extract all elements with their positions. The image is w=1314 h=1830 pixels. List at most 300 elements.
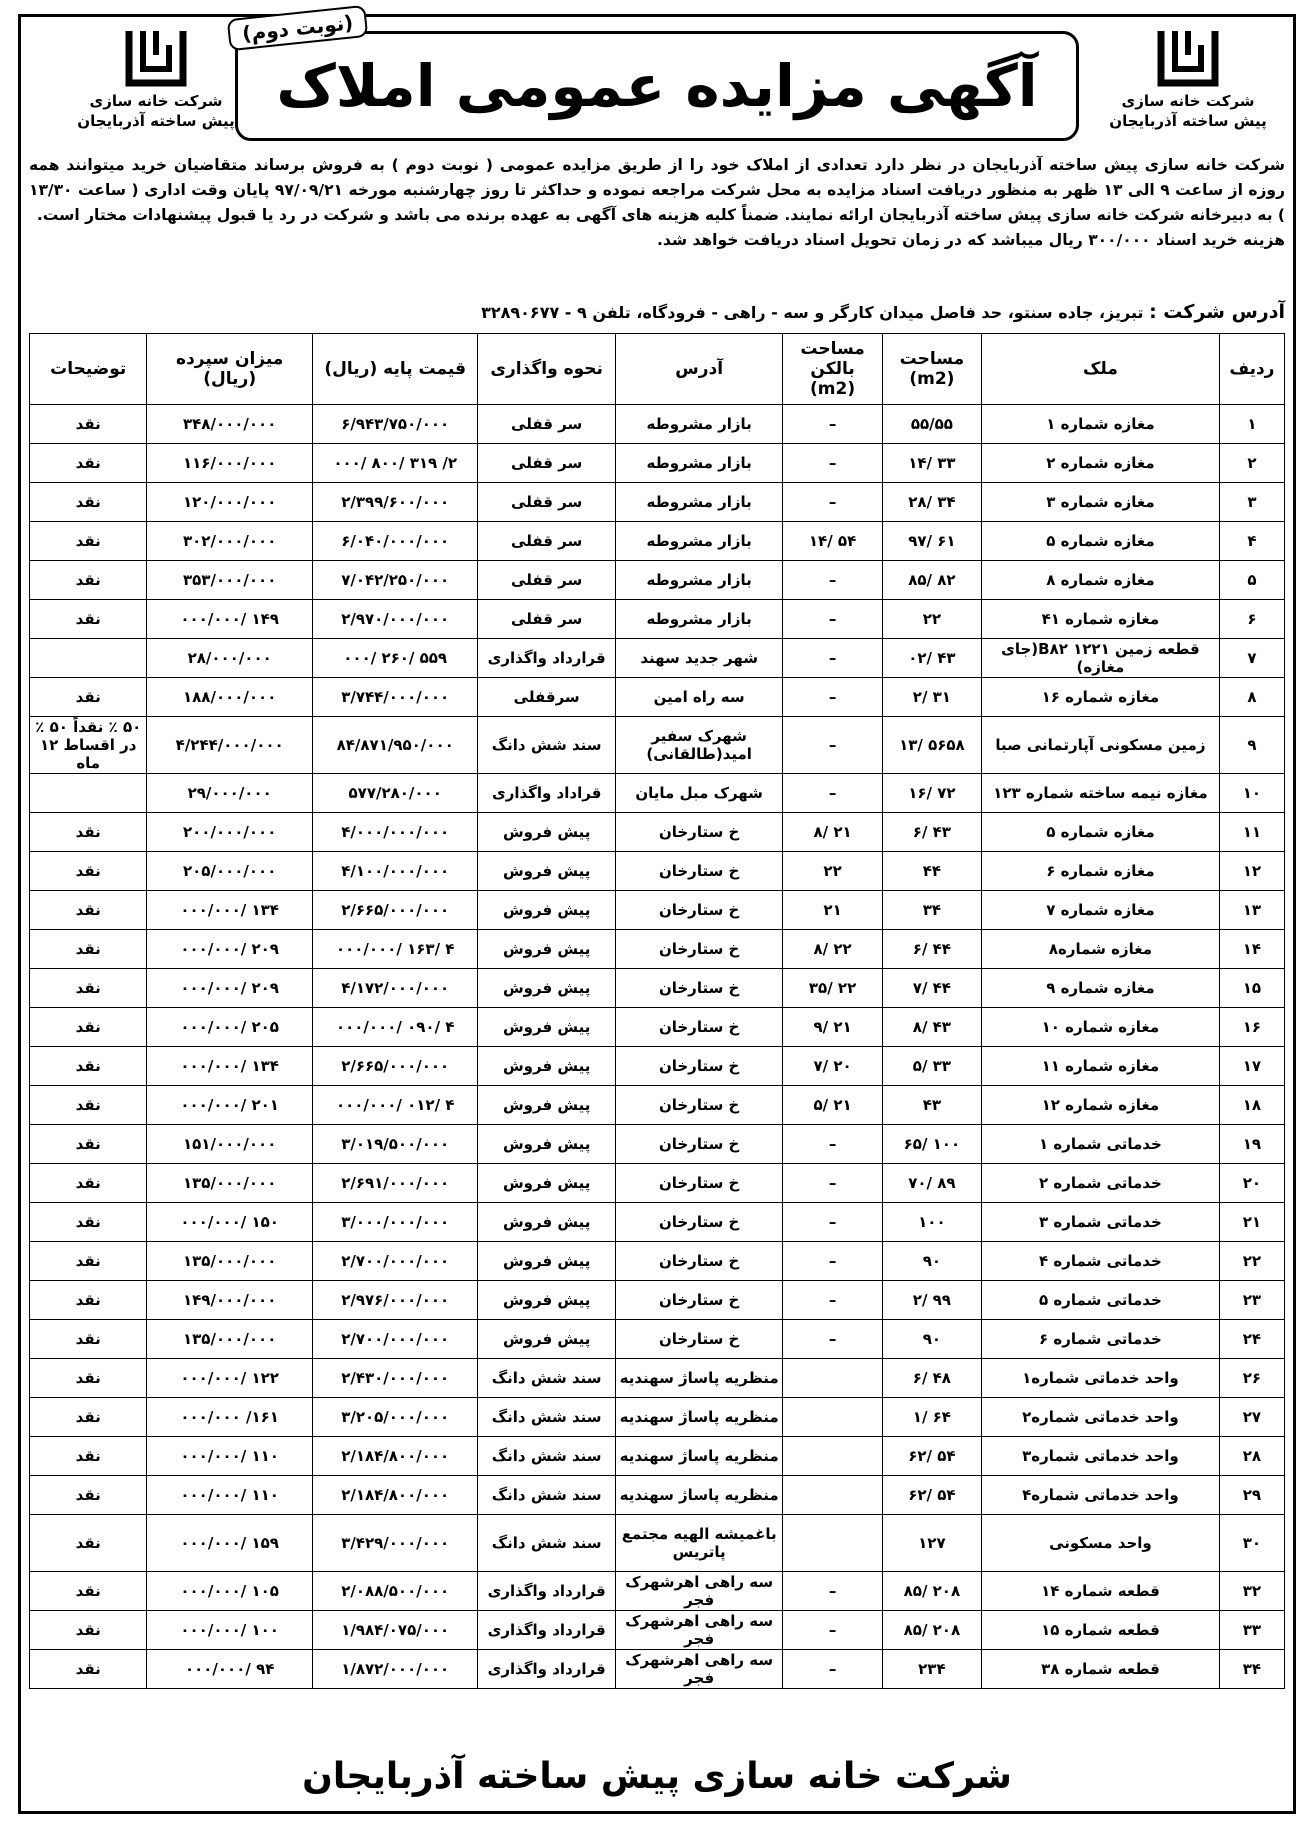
table-cell: ۲۶ [1219, 1359, 1284, 1398]
table-cell: ۳/۷۴۴/۰۰۰/۰۰۰ [312, 678, 478, 717]
table-cell: – [783, 1164, 882, 1203]
table-cell [783, 1359, 882, 1398]
table-cell: ۵۷۷/۲۸۰/۰۰۰ [312, 774, 478, 813]
table-cell: نقد [30, 969, 147, 1008]
table-cell: ۱/۸۷۲/۰۰۰/۰۰۰ [312, 1650, 478, 1689]
table-cell: – [783, 600, 882, 639]
company-name-line1: شرکت خانه سازی [89, 92, 223, 110]
table-cell: سه راهی اهرشهرک فجر [615, 1572, 783, 1611]
table-row [30, 1611, 1285, 1650]
table-cell: ۲۲ [882, 600, 981, 639]
table-cell: ۲/۷۰۰/۰۰۰/۰۰۰ [312, 1242, 478, 1281]
table-cell: مغازه شماره ۹ [982, 969, 1220, 1008]
table-cell: ۵۶۵۸ /۱۳ [882, 717, 981, 774]
column-header: ملک [982, 334, 1220, 405]
table-cell: ۲/۶۶۵/۰۰۰/۰۰۰ [312, 891, 478, 930]
column-header: مساحت بالکن (m2) [783, 334, 882, 405]
table-cell: خ ستارخان [615, 1320, 783, 1359]
table-cell: ۱۳۵/۰۰۰/۰۰۰ [147, 1164, 313, 1203]
table-cell: پیش فروش [478, 969, 615, 1008]
table-row [30, 930, 1285, 969]
table-row [30, 600, 1285, 639]
table-cell: ۲۰۸ /۸۵ [882, 1611, 981, 1650]
table-cell: خدماتی شماره ۵ [982, 1281, 1220, 1320]
table-cell: نقد [30, 1611, 147, 1650]
table-cell: ۱۲۲ /۰۰۰/۰۰۰ [147, 1359, 313, 1398]
table-cell: نقد [30, 444, 147, 483]
intro-paragraph-2: هزینه خرید اسناد ۳۰۰/۰۰۰ ریال میباشد که در زمان تحویل اسناد دریافت خواهد شد. [657, 231, 1285, 249]
table-cell: ۲/۳۹۹/۶۰۰/۰۰۰ [312, 483, 478, 522]
table-cell: خ ستارخان [615, 852, 783, 891]
table-cell: پیش فروش [478, 1086, 615, 1125]
table-cell: مغازه شماره۸ [982, 930, 1220, 969]
table-cell: ۳۴۸/۰۰۰/۰۰۰ [147, 405, 313, 444]
table-cell: مغازه شماره ۵ [982, 813, 1220, 852]
table-cell: مغازه شماره ۷ [982, 891, 1220, 930]
table-cell: نقد [30, 1164, 147, 1203]
table-cell: نقد [30, 561, 147, 600]
table-cell: ۲۲ [1219, 1242, 1284, 1281]
table-cell: نقد [30, 1650, 147, 1689]
table-cell: زمین مسکونی آپارتمانی صبا [982, 717, 1220, 774]
table-cell: شهر جدید سهند [615, 639, 783, 678]
table-row [30, 1320, 1285, 1359]
table-cell: نقد [30, 1086, 147, 1125]
table-cell: نقد [30, 1320, 147, 1359]
table-row [30, 1086, 1285, 1125]
table-cell: پیش فروش [478, 1125, 615, 1164]
table-cell: نقد [30, 483, 147, 522]
table-cell: ۴/۱۰۰/۰۰۰/۰۰۰ [312, 852, 478, 891]
table-cell: منظریه پاساژ سهندیه [615, 1398, 783, 1437]
table-cell: – [783, 405, 882, 444]
table-cell: ۱۵۱/۰۰۰/۰۰۰ [147, 1125, 313, 1164]
table-cell: ۱۳۵/۰۰۰/۰۰۰ [147, 1320, 313, 1359]
table-cell: ۱۲ [1219, 852, 1284, 891]
table-cell: ۶۴ /۱ [882, 1398, 981, 1437]
table-cell: مغازه شماره ۲ [982, 444, 1220, 483]
table-cell: خ ستارخان [615, 969, 783, 1008]
table-cell: ۱۸۸/۰۰۰/۰۰۰ [147, 678, 313, 717]
company-logo-icon [121, 27, 191, 91]
table-cell: خ ستارخان [615, 1281, 783, 1320]
table-cell: ۱۴۹/۰۰۰/۰۰۰ [147, 1281, 313, 1320]
properties-table [29, 333, 1285, 1689]
table-cell: ۳۱ /۲ [882, 678, 981, 717]
table-cell: – [783, 1650, 882, 1689]
page-title: آگهی مزایده عمومی املاک [276, 52, 1038, 120]
table-cell: سند شش دانگ [478, 1515, 615, 1572]
table-row [30, 1242, 1285, 1281]
table-cell: قرارداد واگذاری [478, 1650, 615, 1689]
table-cell: بازار مشروطه [615, 483, 783, 522]
table-cell: ۲/۹۷۰/۰۰۰/۰۰۰ [312, 600, 478, 639]
table-cell: خدماتی شماره ۱ [982, 1125, 1220, 1164]
column-header: توضیحات [30, 334, 147, 405]
company-name-line1: شرکت خانه سازی [1121, 92, 1255, 110]
table-row [30, 1203, 1285, 1242]
table-cell: ۲۴ [1219, 1320, 1284, 1359]
table-cell: پیش فروش [478, 930, 615, 969]
table-cell: ۳۵۳/۰۰۰/۰۰۰ [147, 561, 313, 600]
table-cell: نقد [30, 1203, 147, 1242]
table-row [30, 405, 1285, 444]
table-cell: ۴/۰۰۰/۰۰۰/۰۰۰ [312, 813, 478, 852]
company-address [29, 301, 1285, 323]
intro-paragraph-1: شرکت خانه سازی پیش ساخته آذربایجان در نظر دارد تعدادی از املاک خود را از طریق مزایده عمومی ( نوبت دوم ) به فروش برساند متقاضیان خرید میتوانند همه روزه از ساعت ۹ الی ۱۳ ظهر به منظور دریافت اسناد مزایده به محل شرکت مراجعه نموده و حداکثر تا روز چهارشنبه مورخه ۹۷/۰۹/۲۱ پایان وقت اداری ( ساعت ۱۳/۳۰ ) به دبیرخانه شرکت خانه سازی پیش ساخته آذربایجان ارائه نمایند. ضمناً کلیه هزینه های آگهی به عهده برنده می باشد و شرکت در رد یا قبول پیشنهادات مختار است. [29, 156, 1285, 224]
table-cell: ۶۱ /۹۷ [882, 522, 981, 561]
table-cell: ۳/۲۰۵/۰۰۰/۰۰۰ [312, 1398, 478, 1437]
table-cell: ۲۲ /۸ [783, 930, 882, 969]
table-cell: سه راه امین [615, 678, 783, 717]
table-cell: نقد [30, 1515, 147, 1572]
table-cell: ۲۹ [1219, 1476, 1284, 1515]
table-cell: – [783, 774, 882, 813]
table-cell: خ ستارخان [615, 1242, 783, 1281]
table-row [30, 678, 1285, 717]
table-cell: واحد مسکونی [982, 1515, 1220, 1572]
table-cell: سند شش دانگ [478, 1359, 615, 1398]
table-cell: ۹ [1219, 717, 1284, 774]
round-badge: (نوبت دوم) [227, 5, 369, 51]
footer-company-name: شرکت خانه سازی پیش ساخته آذربایجان [302, 1756, 1012, 1797]
table-row [30, 774, 1285, 813]
table-cell [783, 1476, 882, 1515]
table-row [30, 1359, 1285, 1398]
table-cell: قرارداد واگذاری [478, 639, 615, 678]
table-cell: ۲۰۵/۰۰۰/۰۰۰ [147, 852, 313, 891]
table-cell: ۲۰ /۷ [783, 1047, 882, 1086]
table-cell: مغازه شماره ۶ [982, 852, 1220, 891]
table-cell: ۴ [1219, 522, 1284, 561]
table-cell: ۱۶ [1219, 1008, 1284, 1047]
table-cell: نقد [30, 1008, 147, 1047]
table-cell: سند شش دانگ [478, 1398, 615, 1437]
table-cell: خ ستارخان [615, 930, 783, 969]
table-cell: ۵۴ /۶۲ [882, 1476, 981, 1515]
table-cell: ۱۰۰ /۶۵ [882, 1125, 981, 1164]
table-cell: منظریه پاساژ سهندیه [615, 1476, 783, 1515]
table-cell: ۳ [1219, 483, 1284, 522]
table-cell: خ ستارخان [615, 891, 783, 930]
table-cell: ۹۹ /۲ [882, 1281, 981, 1320]
column-header: میزان سپرده (ریال) [147, 334, 313, 405]
table-cell: قراداد واگذاری [478, 774, 615, 813]
table-cell: – [783, 639, 882, 678]
table-cell: ۸۹ /۷۰ [882, 1164, 981, 1203]
table-row [30, 522, 1285, 561]
table-cell: ۲/۶۹۱/۰۰۰/۰۰۰ [312, 1164, 478, 1203]
table-cell: ۹۰ [882, 1320, 981, 1359]
table-cell: ۵ [1219, 561, 1284, 600]
table-cell: سر قفلی [478, 522, 615, 561]
table-cell: ۱۰ [1219, 774, 1284, 813]
table-cell: ۷۲ /۱۶ [882, 774, 981, 813]
table-cell: پیش فروش [478, 1047, 615, 1086]
table-cell: خدماتی شماره ۲ [982, 1164, 1220, 1203]
table-cell: – [783, 1320, 882, 1359]
table-cell: ۲۲ [783, 852, 882, 891]
table-cell: ۲/۱۸۴/۸۰۰/۰۰۰ [312, 1476, 478, 1515]
table-cell: نقد [30, 678, 147, 717]
table-cell: مغازه شماره ۵ [982, 522, 1220, 561]
table-row [30, 639, 1285, 678]
table-cell: پیش فروش [478, 891, 615, 930]
table-row [30, 561, 1285, 600]
table-cell: ۹۰ [882, 1242, 981, 1281]
table-cell: واحد خدماتی شماره۴ [982, 1476, 1220, 1515]
table-cell: نقد [30, 1572, 147, 1611]
column-header: قیمت پایه (ریال) [312, 334, 478, 405]
table-cell: نقد [30, 930, 147, 969]
table-cell: ۴۳ /۰۲ [882, 639, 981, 678]
table-cell: ۱۳ [1219, 891, 1284, 930]
table-cell: ۱۸ [1219, 1086, 1284, 1125]
intro-text [29, 153, 1285, 253]
table-cell: ۵۴ /۱۴ [783, 522, 882, 561]
table-cell: ۲/ ۳۱۹ /۸۰۰ /۰۰۰ [312, 444, 478, 483]
table-cell: نقد [30, 813, 147, 852]
table-cell: مغازه شماره ۳ [982, 483, 1220, 522]
table-cell: سرقفلی [478, 678, 615, 717]
table-cell: ۲/۷۰۰/۰۰۰/۰۰۰ [312, 1320, 478, 1359]
table-cell: پیش فروش [478, 1203, 615, 1242]
table-cell: ۲ [1219, 444, 1284, 483]
company-logo-right [1093, 27, 1283, 131]
company-name-line2: پیش ساخته آذربایجان [1109, 112, 1267, 130]
table-cell: ۲۱ /۵ [783, 1086, 882, 1125]
table-cell: ۱۷ [1219, 1047, 1284, 1086]
table-cell: قطعه شماره ۱۵ [982, 1611, 1220, 1650]
table-row [30, 444, 1285, 483]
table-cell: – [783, 678, 882, 717]
table-cell: ۵۵۹ /۲۶۰ /۰۰۰ [312, 639, 478, 678]
table-cell: ۲۹/۰۰۰/۰۰۰ [147, 774, 313, 813]
title-box [235, 10, 1079, 141]
table-cell: ۱۵ [1219, 969, 1284, 1008]
table-cell: پیش فروش [478, 1008, 615, 1047]
table-cell: ۴۸ /۶ [882, 1359, 981, 1398]
table-row [30, 1650, 1285, 1689]
table-cell: شهرک سفیر امید(طالقانی) [615, 717, 783, 774]
table-row [30, 1125, 1285, 1164]
table-cell: ۳۳ [1219, 1611, 1284, 1650]
table-cell: ۳/۰۰۰/۰۰۰/۰۰۰ [312, 1203, 478, 1242]
table-row [30, 1047, 1285, 1086]
table-row [30, 969, 1285, 1008]
table-cell: سه راهی اهرشهرک فجر [615, 1611, 783, 1650]
table-cell: ۳۰۲/۰۰۰/۰۰۰ [147, 522, 313, 561]
table-cell: ۲۷ [1219, 1398, 1284, 1437]
table-cell: ۲/۴۳۰/۰۰۰/۰۰۰ [312, 1359, 478, 1398]
table-cell: ۴۴ /۷ [882, 969, 981, 1008]
table-cell: خ ستارخان [615, 1125, 783, 1164]
table-cell: واحد خدماتی شماره۱ [982, 1359, 1220, 1398]
table-cell: پیش فروش [478, 1242, 615, 1281]
table-cell: خ ستارخان [615, 1203, 783, 1242]
table-cell: مغازه شماره ۱۶ [982, 678, 1220, 717]
table-cell: ۳۴ [1219, 1650, 1284, 1689]
table-cell: واحد خدماتی شماره۲ [982, 1398, 1220, 1437]
table-cell: پیش فروش [478, 1281, 615, 1320]
table-cell: نقد [30, 600, 147, 639]
table-cell [783, 1515, 882, 1572]
table-cell: سند شش دانگ [478, 1437, 615, 1476]
table-cell: ۸۴/۸۷۱/۹۵۰/۰۰۰ [312, 717, 478, 774]
table-cell: ۳۲ [1219, 1572, 1284, 1611]
table-cell: پیش فروش [478, 813, 615, 852]
table-cell: منظریه پاساژ سهندیه [615, 1359, 783, 1398]
table-cell: ۴۴ /۶ [882, 930, 981, 969]
table-cell: خ ستارخان [615, 1086, 783, 1125]
table-cell: نقد [30, 1242, 147, 1281]
table-cell: – [783, 1242, 882, 1281]
table-row [30, 1281, 1285, 1320]
table-cell: ۸۲ /۸۵ [882, 561, 981, 600]
table-cell: نقد [30, 1281, 147, 1320]
table-cell: ۲۱ /۸ [783, 813, 882, 852]
address-label: آدرس شرکت : [1149, 301, 1285, 323]
table-cell [30, 774, 147, 813]
table-cell: ۱۰۰ /۰۰۰/۰۰۰ [147, 1611, 313, 1650]
table-cell: مغازه شماره ۸ [982, 561, 1220, 600]
table-cell: ۱۶۱/ ۰۰۰/۰۰۰ [147, 1398, 313, 1437]
table-cell: ۲/۰۸۸/۵۰۰/۰۰۰ [312, 1572, 478, 1611]
table-cell [30, 639, 147, 678]
company-logo-left [61, 27, 251, 131]
table-cell: ۳۳ /۵ [882, 1047, 981, 1086]
table-cell: نقد [30, 1125, 147, 1164]
table-cell: نقد [30, 1359, 147, 1398]
table-cell: ۱۹ [1219, 1125, 1284, 1164]
table-cell: نقد [30, 405, 147, 444]
table-cell: خدماتی شماره ۶ [982, 1320, 1220, 1359]
table-cell: ۸ [1219, 678, 1284, 717]
table-cell: مغازه شماره ۱ [982, 405, 1220, 444]
advertisement-page [18, 10, 1296, 1814]
table-cell: ۶ [1219, 600, 1284, 639]
table-cell: خ ستارخان [615, 1008, 783, 1047]
table-cell: ۱۵۹ /۰۰۰/۰۰۰ [147, 1515, 313, 1572]
table-row [30, 483, 1285, 522]
table-cell: ۲۰ [1219, 1164, 1284, 1203]
table-cell: بازار مشروطه [615, 600, 783, 639]
table-cell: خ ستارخان [615, 1164, 783, 1203]
table-cell: پیش فروش [478, 1320, 615, 1359]
table-cell: – [783, 483, 882, 522]
table-row [30, 1008, 1285, 1047]
table-cell: ۱۳۵/۰۰۰/۰۰۰ [147, 1242, 313, 1281]
table-cell: ۴/۱۷۲/۰۰۰/۰۰۰ [312, 969, 478, 1008]
table-cell: قرارداد واگذاری [478, 1611, 615, 1650]
table-cell: – [783, 1203, 882, 1242]
table-cell: ۲۱ [1219, 1203, 1284, 1242]
table-cell: ۱۲۰/۰۰۰/۰۰۰ [147, 483, 313, 522]
table-cell: ۱۰۰ [882, 1203, 981, 1242]
table-cell: ۴۳ /۶ [882, 813, 981, 852]
table-cell: ۶/۹۴۳/۷۵۰/۰۰۰ [312, 405, 478, 444]
table-cell: سر قفلی [478, 483, 615, 522]
table-cell: ۲۰۱ /۰۰۰/۰۰۰ [147, 1086, 313, 1125]
table-cell: پیش فروش [478, 1164, 615, 1203]
table-cell: سر قفلی [478, 561, 615, 600]
table-row [30, 1476, 1285, 1515]
table-cell: ۷ [1219, 639, 1284, 678]
table-row [30, 1572, 1285, 1611]
table-cell: ۵۴ /۶۲ [882, 1437, 981, 1476]
table-cell: نقد [30, 1437, 147, 1476]
table-row [30, 1515, 1285, 1572]
table-cell: ۶/۰۴۰/۰۰۰/۰۰۰ [312, 522, 478, 561]
table-cell: سر قفلی [478, 405, 615, 444]
table-cell: نقد [30, 1398, 147, 1437]
table-row [30, 813, 1285, 852]
table-cell: ۲/۶۶۵/۰۰۰/۰۰۰ [312, 1047, 478, 1086]
company-logo-icon [1153, 27, 1223, 91]
table-cell: ۱۳۴ /۰۰۰/۰۰۰ [147, 1047, 313, 1086]
table-cell: بازار مشروطه [615, 405, 783, 444]
table-cell: منظریه پاساژ سهندیه [615, 1437, 783, 1476]
column-header: مساحت (m2) [882, 334, 981, 405]
table-cell: نقد [30, 852, 147, 891]
table-cell: بازار مشروطه [615, 444, 783, 483]
table-cell: باغمیشه الهیه مجتمع پاتریس [615, 1515, 783, 1572]
table-cell: ۴۳ /۸ [882, 1008, 981, 1047]
table-row [30, 1437, 1285, 1476]
table-cell: ۷/۰۴۲/۲۵۰/۰۰۰ [312, 561, 478, 600]
table-cell: سه راهی اهرشهرک فجر [615, 1650, 783, 1689]
table-cell: ۴۳ [882, 1086, 981, 1125]
table-cell: ۲۱ /۹ [783, 1008, 882, 1047]
table-cell: ۳/۴۲۹/۰۰۰/۰۰۰ [312, 1515, 478, 1572]
table-cell: قرارداد واگذاری [478, 1572, 615, 1611]
table-cell: – [783, 444, 882, 483]
table-cell: مغازه شماره ۱۲ [982, 1086, 1220, 1125]
table-cell: ۴/۲۴۴/۰۰۰/۰۰۰ [147, 717, 313, 774]
table-cell: مغازه شماره ۱۰ [982, 1008, 1220, 1047]
table-cell: ۱/۹۸۴/۰۷۵/۰۰۰ [312, 1611, 478, 1650]
table-cell: ۱۱۰ /۰۰۰/۰۰۰ [147, 1476, 313, 1515]
table-cell: ۳۴ /۲۸ [882, 483, 981, 522]
table-cell: ۱۴ [1219, 930, 1284, 969]
table-cell: ۵۵/۵۵ [882, 405, 981, 444]
table-header-row [30, 334, 1285, 405]
table-cell: ۳۴ [882, 891, 981, 930]
table-cell: مغازه نیمه ساخته شماره ۱۲۳ [982, 774, 1220, 813]
table-cell: ۱ [1219, 405, 1284, 444]
table-cell: ۴ /۰۱۲ /۰۰۰/۰۰۰ [312, 1086, 478, 1125]
table-cell: ۱۲۷ [882, 1515, 981, 1572]
table-cell: ۲۳ [1219, 1281, 1284, 1320]
address-text: تبریز، جاده سنتو، حد فاصل میدان کارگر و سه - راهی - فرودگاه، تلفن ۹ - ۳۲۸۹۰۶۷۷ [481, 303, 1144, 322]
table-cell: ۳/۰۱۹/۵۰۰/۰۰۰ [312, 1125, 478, 1164]
table-cell: ۹۴ /۰۰۰/۰۰۰ [147, 1650, 313, 1689]
column-header: آدرس [615, 334, 783, 405]
table-row [30, 891, 1285, 930]
table-cell: ۲۰۹ /۰۰۰/۰۰۰ [147, 969, 313, 1008]
table-cell: قطعه زمین ۱۲۲۱ B۸۲(جای مغازه) [982, 639, 1220, 678]
table-cell: ۴ /۰۹۰ /۰۰۰/۰۰۰ [312, 1008, 478, 1047]
table-cell: سند شش دانگ [478, 1476, 615, 1515]
table-cell: ۳۰ [1219, 1515, 1284, 1572]
table-cell: ۴ /۱۶۳ /۰۰۰/۰۰۰ [312, 930, 478, 969]
table-cell: قطعه شماره ۱۴ [982, 1572, 1220, 1611]
table-cell: ۲۱ [783, 891, 882, 930]
table-cell: نقد [30, 891, 147, 930]
company-name-line2: پیش ساخته آذربایجان [77, 112, 235, 130]
table-body [30, 405, 1285, 1689]
table-cell [783, 1437, 882, 1476]
